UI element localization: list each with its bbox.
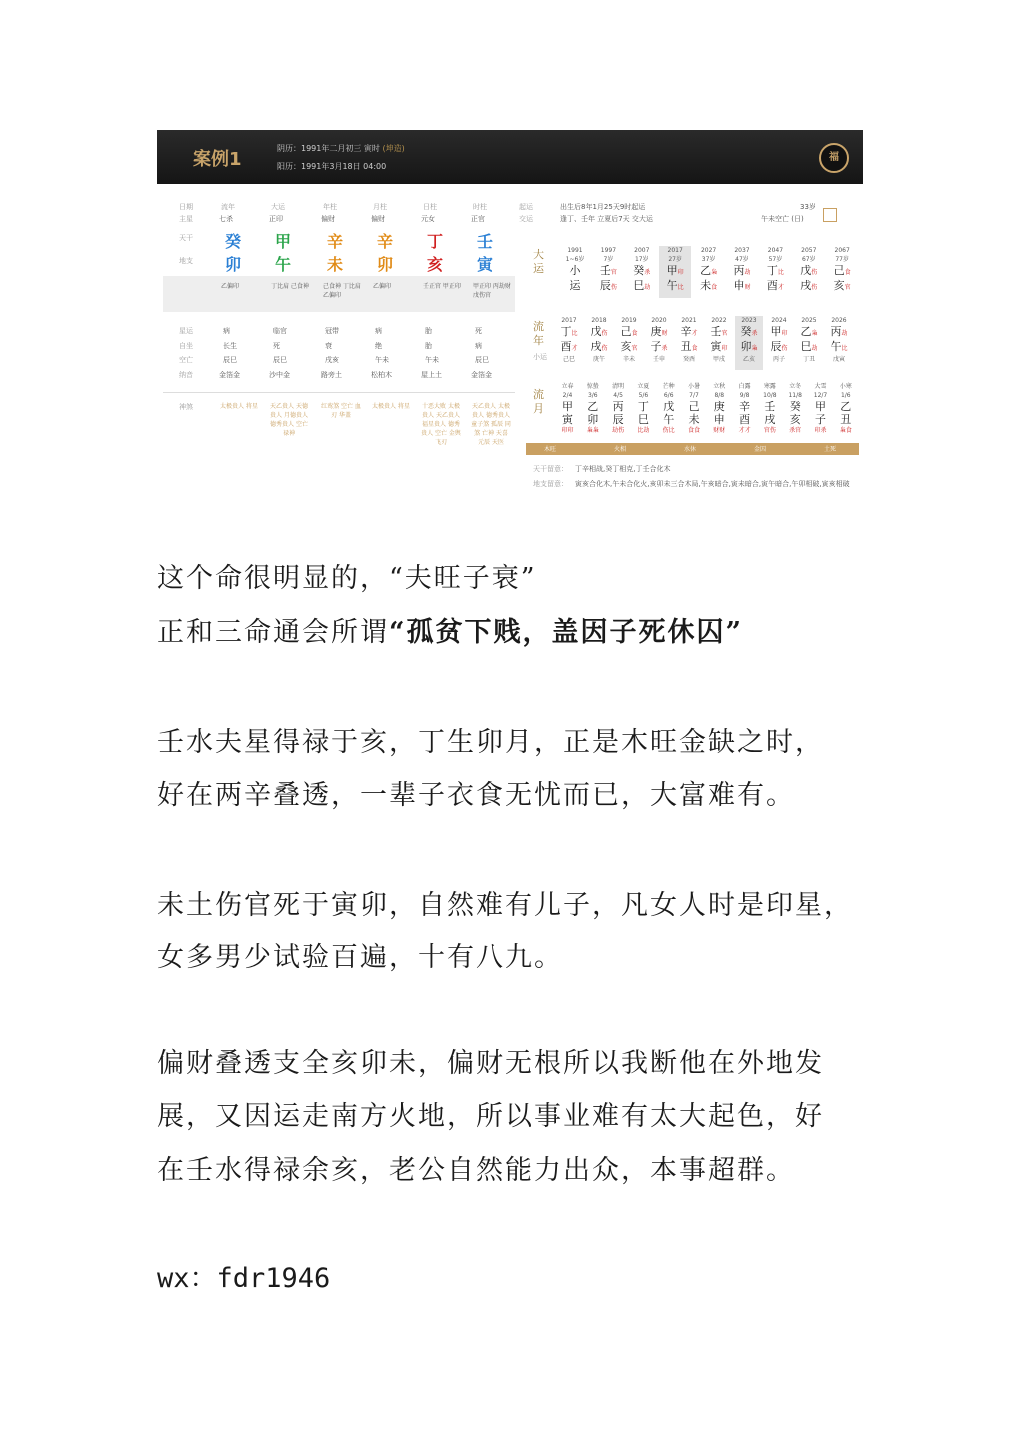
xingyun-cell: 冠带 xyxy=(325,327,339,335)
xingyun-cell: 临官 xyxy=(273,327,287,335)
row-label: 神煞 xyxy=(179,403,193,411)
xiaoyun-label: 小运 xyxy=(533,353,547,361)
row-label: 纳音 xyxy=(179,371,193,379)
wuxing-item: 火相 xyxy=(614,446,627,453)
dizhi-cell: 午 xyxy=(275,255,292,274)
para-1-line-1: 这个命很明显的，“夫旺子衰” xyxy=(157,563,537,594)
row-label: 日期 xyxy=(179,203,193,211)
divider xyxy=(163,392,515,393)
solar-date: 阳历：1991年3月18日 04:00 xyxy=(277,162,387,171)
nayin-cell: 沙中金 xyxy=(269,371,290,379)
tiangan-cell: 辛 xyxy=(377,232,394,251)
shensha-cell: 天乙贵人 太极贵人 德秀贵人 童子煞 孤辰 同煞 亡神 天喜 元辰 天医 xyxy=(471,403,511,446)
liunian-cell: 2022 壬官 寅印 甲戌 xyxy=(710,317,728,363)
wuxing-item: 土死 xyxy=(824,446,837,453)
liuyue-cell: 小寒 1/6 乙 丑 枭食 xyxy=(839,383,852,434)
zhuxing-cell: 正印 xyxy=(269,215,283,223)
dayun-cell: 2047 57岁 丁比 酉才 xyxy=(766,247,784,292)
bazi-chart-image xyxy=(157,130,863,542)
dizhi-cell: 寅 xyxy=(477,255,494,274)
shensha-cell: 太极贵人 将星 xyxy=(372,403,410,410)
dizhi-cell: 卯 xyxy=(377,255,394,274)
tiangan-note-label: 天干留意： xyxy=(533,465,568,473)
wuxing-item: 水休 xyxy=(684,446,697,453)
para-3-line-1: 未土伤官死于寅卯，自然难有儿子，凡女人时是印星， xyxy=(157,890,853,921)
para-2-line-1: 壬水夫星得禄于亥，丁生卯月，正是木旺金缺之时， xyxy=(157,727,824,758)
zizuo-cell: 死 xyxy=(273,342,280,350)
dayun-cell: 1991 1~6岁 小 运 xyxy=(565,247,585,292)
dayun-cell: 2027 37岁 乙枭 未食 xyxy=(700,247,718,292)
dayun-cell: 1997 7岁 壬官 辰伤 xyxy=(599,247,617,292)
liuyue-cell: 大雪 12/7 甲 子 印杀 xyxy=(813,383,828,434)
canggan-cell: 己食神 丁比肩 乙偏印 xyxy=(323,283,361,299)
para-1-line-2 xyxy=(157,610,743,649)
tiangan-cell: 辛 xyxy=(327,232,344,251)
kongwang-cell: 午未 xyxy=(375,356,389,364)
column-head: 日柱 xyxy=(423,203,437,211)
column-head: 年柱 xyxy=(323,203,337,211)
qiyun-label: 起运 xyxy=(519,203,533,211)
dayun-cell: 2017 27岁 甲印 午比 xyxy=(659,246,691,298)
lunar-text: 阴历：1991年二月初三 寅时 xyxy=(277,144,380,153)
liuyue-label: 流月 xyxy=(533,388,544,415)
column-head: 月柱 xyxy=(373,203,387,211)
row-label: 自坐 xyxy=(179,342,193,350)
lunar-date xyxy=(277,143,405,154)
dayun-cell: 2057 67岁 戊伤 戌伤 xyxy=(800,247,818,292)
tiangan-cell: 甲 xyxy=(275,232,292,251)
qiyun-text: 出生后8年1月25天9时起运 xyxy=(560,203,646,211)
dizhi-cell: 卯 xyxy=(225,255,242,274)
dizhi-cell: 亥 xyxy=(427,255,444,274)
nayin-cell: 路旁土 xyxy=(321,371,342,379)
row-label: 主星 xyxy=(179,215,193,223)
zizuo-cell: 绝 xyxy=(375,342,382,350)
row-label: 天干 xyxy=(179,234,193,242)
column-head: 流年 xyxy=(221,203,235,211)
nayin-cell: 金箔金 xyxy=(219,371,240,379)
para-4-line-2: 展，又因运走南方火地，所以事业难有太大起色，好 xyxy=(157,1101,824,1132)
liuyue-cell: 芒种 6/6 戊 午 伤比 xyxy=(662,383,675,434)
dayun-cell: 2037 47岁 丙劫 申财 xyxy=(733,247,751,292)
liuyue-cell: 立冬 11/8 癸 亥 杀官 xyxy=(788,383,802,434)
liuyue-cell: 立秋 8/8 庚 申 财财 xyxy=(713,383,726,434)
dayun-label: 大运 xyxy=(533,248,544,275)
nayin-cell: 屋上土 xyxy=(421,371,442,379)
wuxing-bar xyxy=(526,443,859,455)
zhuxing-cell: 七杀 xyxy=(219,215,233,223)
liunian-cell: 2024 甲印 辰伤 丙子 xyxy=(770,317,788,363)
xingyun-cell: 死 xyxy=(475,327,482,335)
dayun-cell: 2007 17岁 癸杀 巳劫 xyxy=(633,247,651,292)
canggan-cell: 乙偏印 xyxy=(373,283,392,290)
canggan-cell: 乙偏印 xyxy=(221,283,240,290)
dizhi-note: 寅亥合化木,午未合化火,亥卯未三合木局,午亥暗合,寅未暗合,寅午暗合,午卯相破,寅亥相破 xyxy=(575,480,850,488)
liuyue-cell: 立春 2/4 甲 寅 印印 xyxy=(561,383,574,434)
liunian-cell: 2020 庚财 子杀 壬申 xyxy=(650,317,668,363)
jiaoyun-text: 逢丁、壬年 立夏后7天 交大运 xyxy=(560,215,653,223)
xingyun-cell: 胎 xyxy=(425,327,432,335)
liuyue-cell: 小暑 7/7 己 未 食食 xyxy=(687,383,700,434)
liuyue-cell: 寒露 10/8 壬 戌 官伤 xyxy=(763,383,777,434)
nayin-cell: 松柏木 xyxy=(371,371,392,379)
jiaoyun-label: 交运 xyxy=(519,215,533,223)
dayun-cell: 2067 77岁 己食 亥官 xyxy=(833,247,851,292)
liunian-cell: 2018 戊伤 戌伤 庚午 xyxy=(590,317,608,363)
zhuxing-cell: 偏财 xyxy=(321,215,335,223)
kongwang-cell: 辰巳 xyxy=(475,356,489,364)
liuyue-cell: 白露 9/8 辛 酉 才才 xyxy=(738,383,751,434)
column-head: 大运 xyxy=(271,203,285,211)
lunar-tag: (坤造) xyxy=(382,144,405,153)
para-3-line-2: 女多男少试验百遍，十有八九。 xyxy=(157,942,563,973)
tiangan-cell: 壬 xyxy=(477,232,494,251)
shensha-cell: 红鸾煞 空亡 血刃 华盖 xyxy=(321,403,361,419)
zhuxing-cell: 正官 xyxy=(471,215,485,223)
calendar-icon[interactable] xyxy=(823,208,837,222)
tiangan-cell: 癸 xyxy=(225,232,242,251)
canggan-cell: 丁比肩 己食神 xyxy=(271,283,309,290)
zizuo-cell: 长生 xyxy=(223,342,237,350)
para-4-line-1: 偏财叠透支全亥卯未，偏财无根所以我断他在外地发 xyxy=(157,1048,824,1079)
wuxing-item: 木旺 xyxy=(544,446,557,453)
row-label: 星运 xyxy=(179,327,193,335)
dizhi-cell: 未 xyxy=(327,255,344,274)
dizhi-note-label: 地支留意： xyxy=(533,480,568,488)
liunian-cell: 2026 丙劫 午比 戊寅 xyxy=(830,317,848,363)
liunian-cell: 2017 丁比 酉才 己巳 xyxy=(560,317,578,363)
zizuo-cell: 病 xyxy=(475,342,482,350)
quote-intro: 正和三命通会所谓 xyxy=(157,617,389,648)
shensha-cell: 十恶大败 太极贵人 天乙贵人 福星贵人 德秀贵人 空亡 金舆 飞刃 xyxy=(421,403,461,446)
case-title: 案例1 xyxy=(193,149,242,170)
column-head: 时柱 xyxy=(473,203,487,211)
age-text: 33岁 xyxy=(800,203,816,211)
shensha-cell: 天乙贵人 天德贵人 月德贵人 德秀贵人 空亡 禄神 xyxy=(270,403,308,437)
liuyue-cell: 立夏 5/6 丁 巳 比劫 xyxy=(637,383,650,434)
kongwang-cell: 戌亥 xyxy=(325,356,339,364)
tiangan-cell: 丁 xyxy=(427,232,444,251)
para-2-line-2: 好在两辛叠透，一辈子衣食无忧而已，大富难有。 xyxy=(157,780,795,811)
liunian-cell: 2019 己食 亥官 辛未 xyxy=(620,317,638,363)
quote-bold: “孤贫下贱，盖因子死休囚” xyxy=(389,617,744,648)
liunian-cell: 2021 辛才 丑食 癸酉 xyxy=(680,317,698,363)
kongwang-cell: 辰巳 xyxy=(223,356,237,364)
xingyun-cell: 病 xyxy=(375,327,382,335)
row-label: 空亡 xyxy=(179,356,193,364)
zhuxing-cell: 偏财 xyxy=(371,215,385,223)
liunian-label: 流年 xyxy=(533,320,544,347)
para-4-line-3: 在壬水得禄余亥，老公自然能力出众，本事超群。 xyxy=(157,1155,795,1186)
liuyue-cell: 惊蛰 3/6 乙 卯 枭枭 xyxy=(586,383,599,434)
shensha-cell: 太极贵人 将星 xyxy=(220,403,258,410)
kongwang-cell: 辰巳 xyxy=(273,356,287,364)
kongwang-text: 午未空亡 (日) xyxy=(761,215,804,223)
liunian-cell: 2023 癸杀 卯枭 乙亥 xyxy=(735,316,763,370)
kongwang-cell: 午未 xyxy=(425,356,439,364)
zizuo-cell: 胎 xyxy=(425,342,432,350)
canggan-cell: 甲正印 丙劫财 戊伤官 xyxy=(473,283,511,299)
liuyue-cell: 清明 4/5 丙 辰 劫伤 xyxy=(612,383,625,434)
wuxing-item: 金囚 xyxy=(754,446,767,453)
wechat-contact: wx：fdr1946 xyxy=(157,1263,331,1294)
chart-header xyxy=(157,130,863,184)
logo-icon: 福 xyxy=(819,143,849,173)
tiangan-note: 丁辛相战,癸丁相克,丁壬合化木 xyxy=(575,465,671,473)
row-label: 地支 xyxy=(179,257,193,265)
xingyun-cell: 病 xyxy=(223,327,230,335)
canggan-cell: 壬正官 甲正印 xyxy=(423,283,461,290)
zhuxing-cell: 元女 xyxy=(421,215,435,223)
nayin-cell: 金箔金 xyxy=(471,371,492,379)
liunian-cell: 2025 乙枭 巳劫 丁丑 xyxy=(800,317,818,363)
zizuo-cell: 衰 xyxy=(325,342,332,350)
